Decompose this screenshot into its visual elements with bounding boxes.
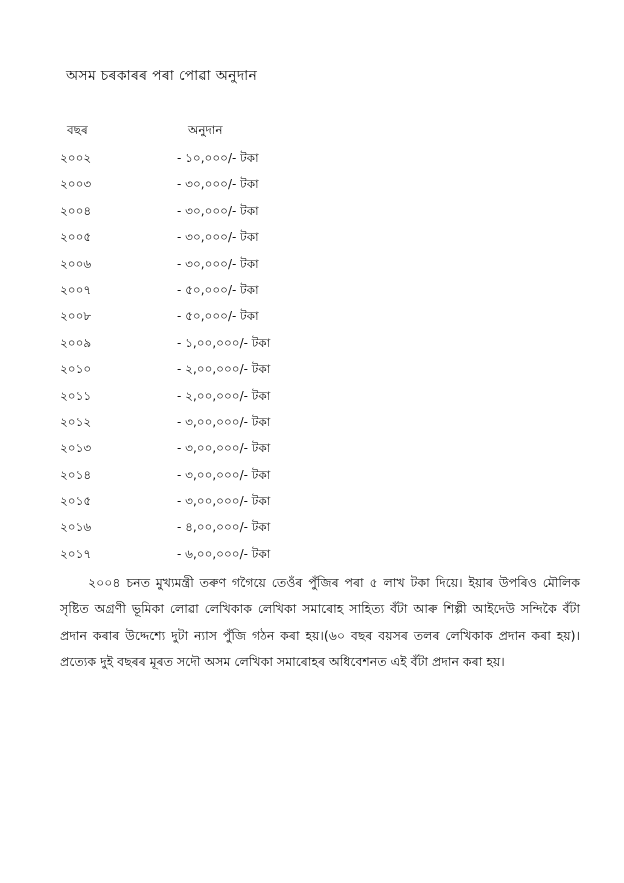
amount-cell: - ৪,০০,০০০/- টকা — [177, 520, 271, 535]
amount-cell: - ৩০,০০০/- টকা — [177, 177, 259, 192]
year-cell: ২০১৭ — [60, 546, 92, 561]
table-row — [60, 409, 360, 435]
amount-cell: - ৬,০০,০০০/- টকা — [177, 546, 271, 561]
table-row — [60, 383, 360, 409]
amount-cell: - ৩০,০০০/- টকা — [177, 230, 259, 245]
table-row — [60, 462, 360, 488]
amount-cell: - ১,০০,০০০/- টকা — [177, 335, 271, 350]
year-cell: ২০১১ — [60, 388, 92, 403]
amount-cell: - ৩০,০০০/- টকা — [177, 256, 259, 271]
year-cell: ২০১৬ — [60, 520, 92, 535]
table-row — [60, 251, 360, 277]
table-row — [60, 303, 360, 329]
table-row — [60, 277, 360, 303]
table-row — [60, 198, 360, 224]
amount-cell: - ৩,০০,০০০/- টকা — [177, 467, 271, 482]
year-cell: ২০০৭ — [60, 282, 92, 297]
table-row — [60, 330, 360, 356]
year-cell: ২০০৯ — [60, 335, 92, 350]
year-cell: ২০১৩ — [60, 441, 92, 456]
table-row — [60, 171, 360, 197]
document-title: অসম চৰকাৰৰ পৰা পোৱা অনুদান — [66, 68, 258, 84]
column-header-grant: অনুদান — [188, 123, 223, 137]
year-cell: ২০০৫ — [60, 230, 92, 245]
amount-cell: - ১০,০০০/- টকা — [177, 151, 259, 165]
year-cell: ২০১৪ — [60, 467, 92, 482]
table-row — [60, 224, 360, 250]
year-cell: ২০০৪ — [60, 203, 92, 218]
year-cell: ২০১৫ — [60, 494, 92, 509]
amount-cell: - ৫০,০০০/- টকা — [177, 309, 259, 324]
amount-cell: - ২,০০,০০০/- টকা — [177, 362, 271, 377]
table-row — [60, 541, 360, 567]
amount-cell: - ২,০০,০০০/- টকা — [177, 388, 271, 403]
year-cell: ২০০২ — [60, 151, 92, 165]
table-row — [60, 145, 360, 171]
table-row — [60, 514, 360, 540]
body-paragraph: ২০০৪ চনত মুখ্যমন্ত্ৰী তৰুণ গগৈয়ে তেওঁৰ পুঁজিৰ পৰা ৫ লাখ টকা দিয়ে। ইয়াৰ উপৰিও মৌলিক সৃষ্টিত অগ্ৰণী ভূমিকা লোৱা লেখিকাক লেখিকা সমাৰোহ সাহিত্য বঁটা আৰু শিল্পী আইদেউ সন্দিকৈ বঁটা প্ৰদান কৰাৰ উদ্দেশ্যে দুটা ন্যাস পুঁজি গঠন কৰা হয়।(৬০ বছৰ বয়সৰ তলৰ লেখিকাক প্ৰদান কৰা হয়)। প্ৰত্যেক দুই বছৰৰ মূৰত সদৌ অসম লেখিকা সমাৰোহৰ অধিবেশনত এই বঁটা প্ৰদান কৰা হয়। — [60, 575, 580, 669]
table-row — [60, 488, 360, 514]
column-header-year: বছৰ — [67, 123, 88, 137]
amount-cell: - ৩,০০,০০০/- টকা — [177, 494, 271, 509]
year-cell: ২০১০ — [60, 362, 92, 377]
amount-cell: - ৩০,০০০/- টকা — [177, 203, 259, 218]
grant-table — [60, 145, 360, 567]
amount-cell: - ৩,০০,০০০/- টকা — [177, 414, 271, 429]
amount-cell: - ৩,০০,০০০/- টকা — [177, 441, 271, 456]
amount-cell: - ৫০,০০০/- টকা — [177, 282, 259, 297]
year-cell: ২০০৮ — [60, 309, 92, 324]
year-cell: ২০০৩ — [60, 177, 92, 192]
table-row — [60, 356, 360, 382]
table-row — [60, 435, 360, 461]
year-cell: ২০১২ — [60, 414, 92, 429]
year-cell: ২০০৬ — [60, 256, 92, 271]
